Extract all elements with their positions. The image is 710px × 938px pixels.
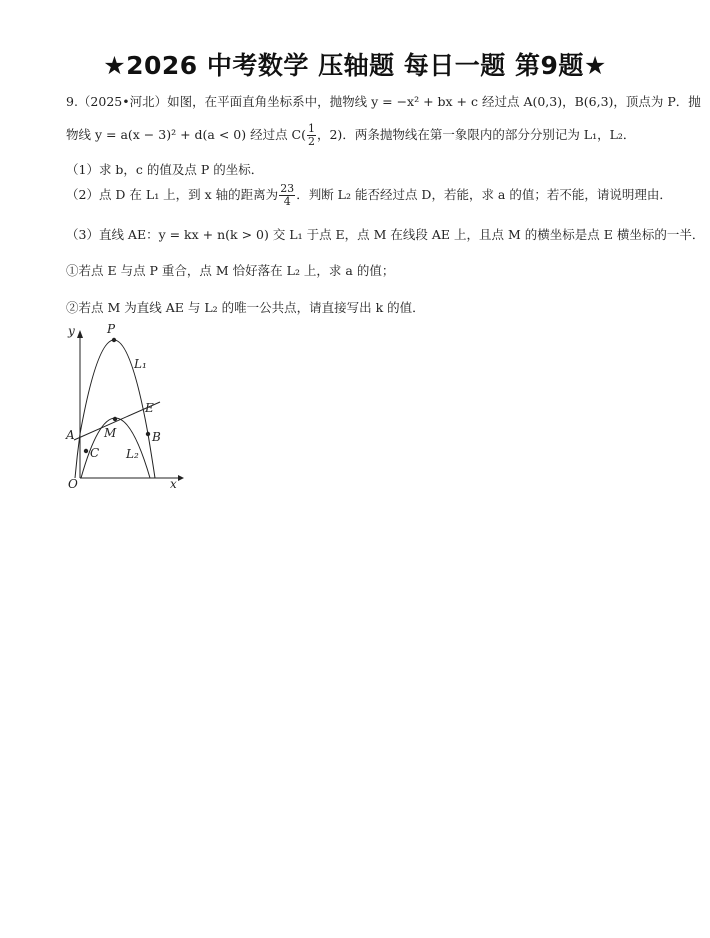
point-b bbox=[146, 432, 150, 436]
label-e: E bbox=[145, 401, 154, 415]
problem-line-2-end: ，2)．两条抛物线在第一象限内的部分分别记为 L₁，L₂． bbox=[316, 127, 636, 142]
label-c: C bbox=[90, 446, 100, 460]
label-m: M bbox=[104, 426, 117, 440]
label-x-axis: x bbox=[170, 477, 177, 491]
parabola-l1-left bbox=[75, 434, 80, 478]
question-2 bbox=[66, 183, 672, 208]
question-3-part-1: ①若点 E 与点 P 重合，点 M 恰好落在 L₂ 上，求 a 的值； bbox=[66, 263, 395, 278]
question-1: （1）求 b，c 的值及点 P 的坐标． bbox=[66, 162, 264, 177]
label-l2: L₂ bbox=[126, 447, 139, 461]
x-axis-arrow bbox=[178, 475, 184, 481]
label-l1: L₁ bbox=[134, 357, 147, 371]
fraction-denominator: 4 bbox=[283, 195, 291, 208]
point-m bbox=[113, 417, 117, 421]
problem-line-2-start: 物线 y = a(x − 3)² + d(a < 0) 经过点 C( bbox=[66, 127, 306, 142]
label-p: P bbox=[107, 322, 116, 336]
label-origin: O bbox=[68, 477, 78, 491]
point-p bbox=[112, 338, 116, 342]
y-axis-arrow bbox=[77, 330, 83, 338]
label-a: A bbox=[66, 428, 75, 442]
fraction-23-over-4 bbox=[279, 183, 295, 208]
question-3: （3）直线 AE：y = kx + n(k > 0) 交 L₁ 于点 E，点 M 在线段 AE 上，且点 M 的横坐标是点 E 横坐标的一半． bbox=[66, 227, 705, 242]
fraction-numerator: 1 bbox=[307, 122, 315, 135]
fraction-numerator: 23 bbox=[280, 182, 295, 195]
label-b: B bbox=[152, 430, 161, 444]
label-y-axis: y bbox=[68, 324, 75, 338]
problem-line-1: 9.（2025•河北）如图，在平面直角坐标系中，抛物线 y = −x² + bx + c 经过点 A(0,3)，B(6,3)，顶点为 P．抛 bbox=[66, 94, 701, 109]
page-title: ★2026 中考数学 压轴题 每日一题 第9题★ bbox=[103, 51, 607, 80]
question-2-end: ．判断 L₂ 能否经过点 D，若能，求 a 的值；若不能，请说明理由． bbox=[296, 187, 672, 202]
fraction-denominator: 2 bbox=[307, 135, 315, 148]
question-2-start: （2）点 D 在 L₁ 上，到 x 轴的距离为 bbox=[66, 187, 279, 202]
point-c bbox=[84, 449, 88, 453]
fraction-one-half bbox=[307, 123, 316, 148]
question-3-part-2: ②若点 M 为直线 AE 与 L₂ 的唯一公共点，请直接写出 k 的值． bbox=[66, 300, 425, 315]
problem-line-2 bbox=[66, 123, 635, 148]
parabola-figure bbox=[60, 320, 200, 495]
